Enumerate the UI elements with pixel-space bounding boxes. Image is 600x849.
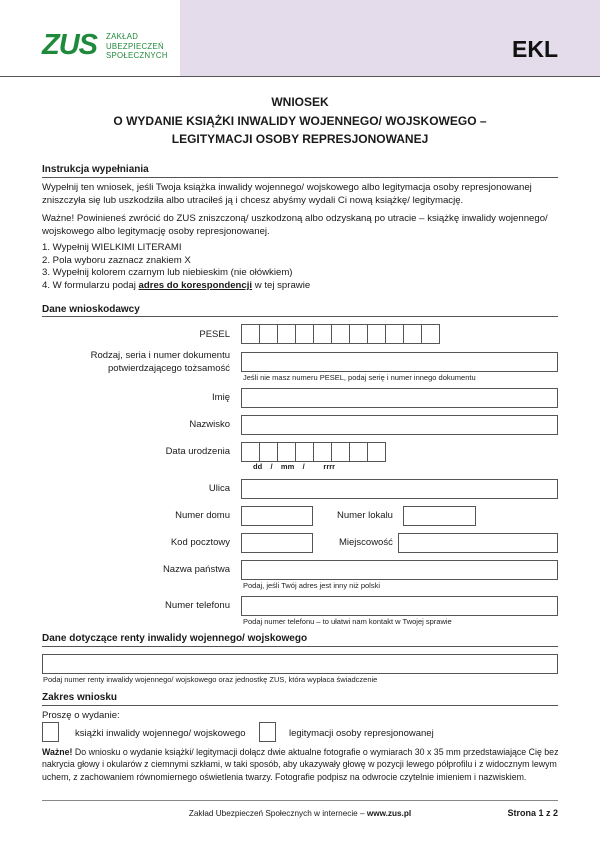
- scope-heading: Zakres wniosku: [42, 692, 118, 703]
- instruction-item-4-pre: 4. W formularzu podaj: [42, 279, 139, 291]
- house-number-input[interactable]: [241, 506, 313, 526]
- title-line-2: O WYDANIE KSIĄŻKI INWALIDY WOJENNEGO/ WOJSKOWEGO –: [113, 114, 487, 128]
- country-hint: Podaj, jeśli Twój adres jest inny niż polski: [243, 581, 381, 590]
- id-document-input[interactable]: [241, 352, 558, 372]
- instructions-divider: [42, 177, 558, 178]
- pesel-cell[interactable]: [331, 324, 350, 344]
- postal-code-input[interactable]: [241, 533, 313, 553]
- pesel-label: PESEL: [199, 329, 230, 340]
- pesel-cell[interactable]: [385, 324, 404, 344]
- phone-label: Numer telefonu: [165, 600, 230, 611]
- instruction-item-3: 3. Wypełnij kolorem czarnym lub niebieskim (nie ołówkiem): [42, 267, 293, 279]
- pesel-cell[interactable]: [259, 324, 278, 344]
- birth-date-cell[interactable]: [277, 442, 296, 462]
- birth-date-label: Data urodzenia: [165, 446, 230, 457]
- birth-date-cell[interactable]: [241, 442, 260, 462]
- id-document-label: [40, 350, 230, 375]
- street-input[interactable]: [241, 479, 558, 499]
- street-label: Ulica: [208, 483, 230, 494]
- birth-date-cell[interactable]: [295, 442, 314, 462]
- pesel-cell[interactable]: [421, 324, 440, 344]
- footer-link[interactable]: www.zus.pl: [366, 809, 412, 818]
- applicant-divider: [42, 316, 558, 317]
- id-document-label-line-2: potwierdzającego tożsamość: [108, 362, 230, 374]
- zus-logo: [42, 30, 97, 60]
- pesel-cell[interactable]: [241, 324, 260, 344]
- title-line-3: LEGITYMACJI OSOBY REPRESJONOWANEJ: [171, 132, 429, 146]
- zus-logo-mark: ZUS: [42, 29, 97, 61]
- org-name: [106, 32, 168, 61]
- photo-note-text: Do wniosku o wydanie książki/ legitymacji dołącz dwie aktualne fotografie o wymiarach 30 x 35 mm przedstawiające Cię bez nakrycia głowy i okularów z ciemnymi szkłami, w taki sposób, aby ukazywały głowę w pozycji lewego półprofilu i z widocznym lewym uchem, z zachowaniem równomiernego oświetlenia twarzy. Fotografie podpisz na odwrocie czytelnie imieniem i nazwiskiem.: [42, 747, 559, 782]
- flat-number-input[interactable]: [403, 506, 476, 526]
- page-number: Strona 1 z 2: [507, 808, 558, 818]
- instructions-list: [42, 242, 562, 292]
- country-input[interactable]: [241, 560, 558, 580]
- country-label: Nazwa państwa: [162, 564, 230, 575]
- birth-date-input[interactable]: [241, 442, 385, 462]
- pesel-cell[interactable]: [277, 324, 296, 344]
- scope-divider: [42, 705, 558, 706]
- city-input[interactable]: [398, 533, 558, 553]
- header-divider: [0, 76, 600, 77]
- option-book-label: książki inwalidy wojennego/ wojskowego: [75, 728, 246, 739]
- first-name-input[interactable]: [241, 388, 558, 408]
- postal-code-label: Kod pocztowy: [170, 537, 230, 548]
- phone-hint: Podaj numer telefonu – to ułatwi nam kontakt w Twojej sprawie: [243, 617, 452, 626]
- applicant-heading: Dane wnioskodawcy: [42, 304, 140, 315]
- birth-date-cell[interactable]: [331, 442, 350, 462]
- birth-date-format-hint: dd / mm / rrrr: [253, 462, 336, 471]
- form-code: EKL: [512, 36, 558, 62]
- pension-hint: Podaj numer renty inwalidy wojennego/ wojskowego oraz jednostkę ZUS, która wypłaca świadczenie: [43, 675, 378, 684]
- option-card-checkbox[interactable]: [259, 722, 276, 742]
- id-document-hint: Jeśli nie masz numeru PESEL, podaj serię i numer innego dokumentu: [243, 373, 476, 382]
- instruction-item-4-post: w tej sprawie: [252, 279, 311, 291]
- org-name-line-2: UBEZPIECZEŃ: [106, 41, 164, 51]
- id-document-label-line-1: Rodzaj, seria i numer dokumentu: [90, 350, 230, 361]
- instructions-para-1: Wypełnij ten wniosek, jeśli Twoja książka inwalidy wojennego/ wojskowego albo legitymacja osoby represjonowanej zniszczyła się lub uszkodziła albo utraciłeś ją i chcesz abyśmy wydali Ci nową książkę/ legitymację.: [42, 182, 532, 206]
- instructions-para-2: Ważne! Powinieneś zwrócić do ZUS zniszczoną/ uszkodzoną albo odzyskaną po utracie – książkę inwalidy wojennego/ wojskowego albo legitymację osoby represjonowanej.: [42, 213, 548, 237]
- pension-number-input[interactable]: [42, 654, 558, 674]
- footer-divider: [42, 800, 558, 801]
- flat-number-label: Numer lokalu: [337, 510, 393, 521]
- pesel-cell[interactable]: [367, 324, 386, 344]
- pesel-cell[interactable]: [313, 324, 332, 344]
- pesel-cell[interactable]: [349, 324, 368, 344]
- pension-heading: Dane dotyczące renty inwalidy wojennego/ wojskowego: [42, 633, 308, 644]
- birth-date-cell[interactable]: [349, 442, 368, 462]
- option-book-checkbox[interactable]: [42, 722, 59, 742]
- pesel-cell[interactable]: [403, 324, 422, 344]
- pesel-cell[interactable]: [295, 324, 314, 344]
- instruction-item-2: 2. Pola wyboru zaznacz znakiem X: [42, 254, 191, 266]
- instructions-heading: Instrukcja wypełniania: [42, 164, 149, 175]
- org-name-line-1: ZAKŁAD: [106, 32, 139, 41]
- birth-date-cell[interactable]: [367, 442, 386, 462]
- scope-intro: Proszę o wydanie:: [42, 710, 120, 721]
- footer-text-pre: Zakład Ubezpieczeń Społecznych w internecie –: [188, 809, 367, 818]
- photo-note: [42, 746, 562, 783]
- last-name-label: Nazwisko: [189, 419, 230, 430]
- last-name-input[interactable]: [241, 415, 558, 435]
- photo-note-bold: Ważne!: [42, 747, 73, 757]
- birth-date-cell[interactable]: [259, 442, 278, 462]
- instruction-item-4: [42, 280, 562, 293]
- logo-area: [0, 0, 180, 76]
- pesel-input[interactable]: [241, 324, 439, 344]
- city-label: Miejscowość: [339, 537, 393, 548]
- house-number-label: Numer domu: [175, 510, 230, 521]
- birth-date-cell[interactable]: [313, 442, 332, 462]
- phone-input[interactable]: [241, 596, 558, 616]
- title-line-1: WNIOSEK: [271, 95, 329, 109]
- instruction-item-4-bold: adres do korespondencji: [138, 279, 253, 291]
- org-name-line-3: SPOŁECZNYCH: [106, 51, 168, 60]
- instruction-item-1: 1. Wypełnij WIELKIMI LITERAMI: [42, 242, 182, 253]
- first-name-label: Imię: [212, 392, 230, 403]
- option-card-label: legitymacji osoby represjonowanej: [289, 728, 434, 739]
- pension-divider: [42, 646, 558, 647]
